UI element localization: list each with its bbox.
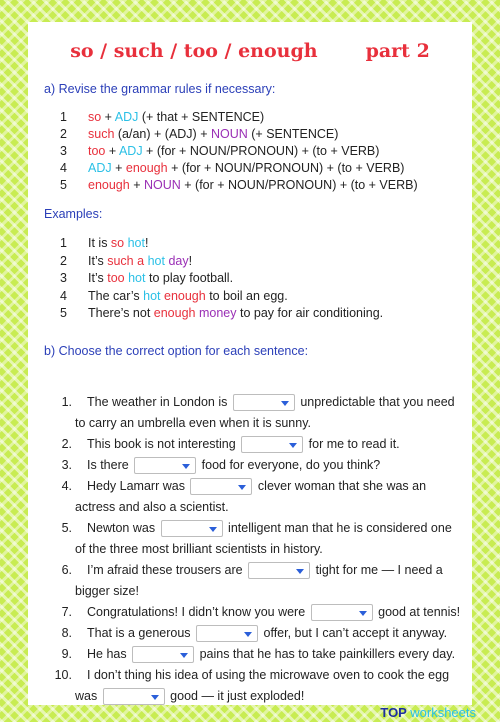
rule-text: (+ that + SENTENCE) [138, 110, 265, 124]
question-text: for me to read it. [305, 437, 400, 451]
rule-text: ADJ [114, 110, 139, 124]
answer-dropdown-2[interactable] [241, 436, 303, 453]
example-text: hot [143, 288, 161, 303]
question-text: offer, but I can’t accept it anyway. [260, 626, 448, 640]
rule-text: + [105, 144, 119, 158]
chevron-down-icon [244, 632, 252, 637]
rule-number: 4 [60, 161, 67, 175]
rule-text: NOUN [143, 178, 181, 192]
section-b-heading: b) Choose the correct option for each sentence: [44, 344, 309, 358]
question-text: He has [87, 647, 131, 661]
rule-text: (+ SENTENCE) [247, 127, 339, 141]
question-3 [60, 455, 465, 476]
question-text: good — it just exploded! [166, 689, 305, 703]
question-text: The weather in London is [87, 395, 231, 409]
rule-5 [60, 177, 418, 194]
rule-2 [60, 126, 418, 143]
rule-3 [60, 143, 418, 160]
question-6 [60, 560, 465, 602]
question-text: clever woman that she was an actress and also a scientist. [75, 479, 427, 514]
examples-list [60, 235, 383, 323]
chevron-down-icon [209, 527, 217, 532]
rule-text: such [88, 127, 115, 141]
example-number: 4 [60, 288, 67, 303]
question-text: This book is not interesting [87, 437, 240, 451]
rule-number: 5 [60, 178, 67, 192]
rule-text: + (for + NOUN/PRONOUN) + (to + VERB) [142, 144, 380, 158]
chevron-down-icon [296, 569, 304, 574]
question-text: tight for me — I need a bigger size! [75, 563, 443, 598]
rule-1 [60, 109, 418, 126]
question-4 [60, 476, 465, 518]
question-number: 7. [61, 605, 72, 619]
example-5 [60, 305, 383, 323]
example-text: day [168, 253, 189, 268]
example-number: 2 [60, 253, 67, 268]
question-2 [60, 434, 465, 455]
example-text: It’s [88, 253, 108, 268]
answer-dropdown-4[interactable] [190, 478, 252, 495]
question-text: intelligent man that he is considered one of the three most brilliant scientists in history. [75, 521, 452, 556]
chevron-down-icon [180, 653, 188, 658]
rule-text: + (for + NOUN/PRONOUN) + (to + VERB) [180, 178, 418, 192]
question-number: 4. [61, 479, 72, 493]
answer-dropdown-6[interactable] [248, 562, 310, 579]
example-text: enough [164, 288, 206, 303]
answer-dropdown-10[interactable] [103, 688, 165, 705]
example-number: 5 [60, 306, 67, 320]
rule-number: 1 [60, 110, 67, 124]
page-title [28, 40, 472, 62]
rule-text: (a/an) + (ADJ) + [114, 127, 211, 141]
question-number: 10. [54, 668, 72, 682]
example-text: to boil an egg. [205, 288, 288, 303]
example-text: The car’s [88, 288, 144, 303]
question-text: That is a generous [87, 626, 195, 640]
example-text: It’s [88, 271, 108, 285]
rule-text: too [88, 144, 106, 158]
answer-dropdown-5[interactable] [161, 520, 223, 537]
example-text: ! [145, 236, 149, 250]
example-1 [60, 235, 383, 253]
answer-dropdown-1[interactable] [233, 394, 295, 411]
question-text: food for everyone, do you think? [198, 458, 381, 472]
question-7 [60, 602, 465, 623]
question-10 [54, 665, 465, 707]
answer-dropdown-9[interactable] [132, 646, 194, 663]
rule-text: ADJ [88, 161, 112, 175]
question-number: 6. [61, 563, 72, 577]
example-number: 3 [60, 271, 67, 285]
example-text: money [198, 306, 237, 320]
example-text: hot [147, 253, 165, 268]
answer-dropdown-8[interactable] [196, 625, 258, 642]
questions-list [54, 392, 465, 707]
question-8 [60, 623, 465, 644]
question-text: pains that he has to take painkillers every day. [196, 647, 456, 661]
chevron-down-icon [359, 611, 367, 616]
question-text: Newton was [87, 521, 159, 535]
example-text: There’s not [88, 306, 154, 320]
question-5 [60, 518, 465, 560]
example-text: hot [127, 236, 145, 250]
worksheet-page [28, 22, 472, 705]
rule-4 [60, 160, 418, 177]
answer-dropdown-7[interactable] [311, 604, 373, 621]
rule-text: so [88, 110, 102, 124]
example-text: too [107, 271, 125, 285]
rule-text: ADJ [118, 144, 143, 158]
question-number: 8. [61, 626, 72, 640]
example-text: enough [153, 306, 196, 320]
example-text: It is [88, 236, 111, 250]
brand-logo [380, 705, 476, 720]
chevron-down-icon [151, 695, 159, 700]
grammar-rules-list [60, 109, 418, 194]
chevron-down-icon [281, 401, 289, 406]
question-number: 9. [61, 647, 72, 661]
rule-text: + [101, 110, 115, 124]
brand-worksheets: worksheets [410, 705, 476, 720]
title-main: so / such / too / enough [70, 40, 318, 62]
brand-top: TOP [380, 705, 407, 720]
example-text: to pay for air conditioning. [236, 306, 384, 320]
chevron-down-icon [238, 485, 246, 490]
rule-number: 2 [60, 127, 67, 141]
example-text: to play football. [145, 271, 234, 285]
question-number: 5. [61, 521, 72, 535]
rule-text: + [111, 161, 126, 175]
question-text: good at tennis! [374, 605, 461, 619]
examples-heading: Examples: [44, 207, 103, 221]
example-2 [60, 253, 383, 271]
rule-number: 3 [60, 144, 67, 158]
question-number: 1. [61, 395, 72, 409]
example-text: such a [107, 253, 145, 268]
question-text: I don’t thing his idea of using the microwave oven to cook the egg was [75, 668, 450, 703]
section-a-heading: a) Revise the grammar rules if necessary: [44, 82, 276, 96]
answer-dropdown-3[interactable] [134, 457, 196, 474]
example-text: hot [128, 271, 146, 285]
chevron-down-icon [289, 443, 297, 448]
question-text: Hedy Lamarr was [87, 479, 189, 493]
example-3 [60, 270, 383, 288]
question-text: I’m afraid these trousers are [87, 563, 247, 577]
question-number: 3. [61, 458, 72, 472]
question-1 [60, 392, 465, 434]
example-text: ! [188, 253, 193, 268]
rule-text: + [129, 178, 144, 192]
rule-text: enough [88, 178, 130, 192]
question-text: Congratulations! I didn’t know you were [87, 605, 309, 619]
rule-text: + (for + NOUN/PRONOUN) + (to + VERB) [167, 161, 405, 175]
question-number: 2. [61, 437, 72, 451]
question-9 [60, 644, 465, 665]
rule-text: enough [125, 161, 168, 175]
question-text: Is there [87, 458, 133, 472]
question-text: unpredictable that you need to carry an umbrella even when it is sunny. [75, 395, 455, 430]
example-text: so [110, 236, 125, 250]
example-number: 1 [60, 236, 67, 250]
chevron-down-icon [182, 464, 190, 469]
rule-text: NOUN [210, 127, 248, 141]
example-4 [60, 288, 383, 306]
title-part: part 2 [365, 40, 430, 62]
